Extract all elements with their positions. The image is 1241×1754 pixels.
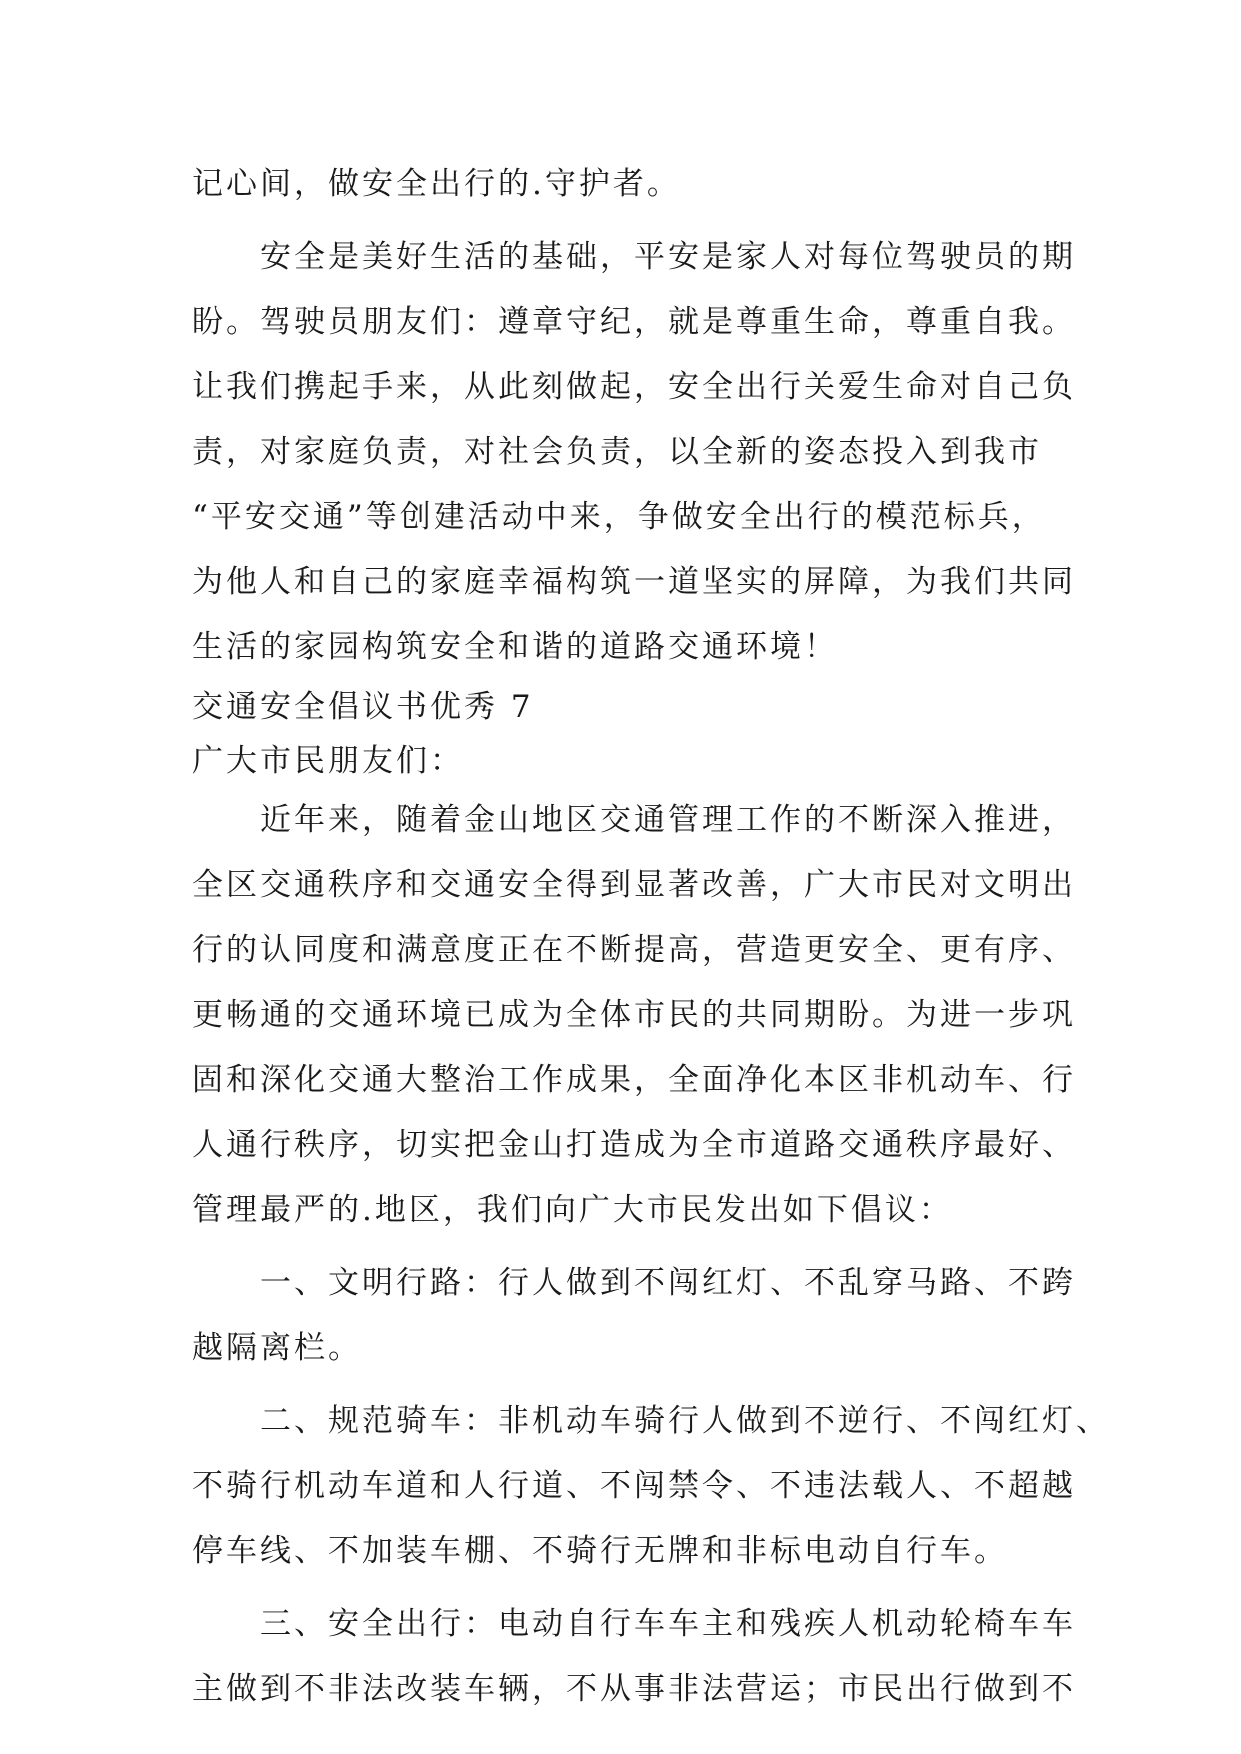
text-line: 主做到不非法改装车辆，不从事非法营运；市民出行做到不 [192,1671,1076,1707]
section-heading: 交通安全倡议书优秀 7 [192,689,534,725]
list-item-line: 一、文明行路：行人做到不闯红灯、不乱穿马路、不跨 [260,1265,1076,1301]
document-body [192,152,1110,1722]
text-line: 人通行秩序，切实把金山打造成为全市道路交通秩序最好、 [192,1127,1076,1163]
text-line: 盼。驾驶员朋友们：遵章守纪，就是尊重生命，尊重自我。 [192,304,1076,340]
salutation: 广大市民朋友们： [192,743,464,779]
list-item-line: 二、规范骑车：非机动车骑行人做到不逆行、不闯红灯、 [260,1403,1110,1439]
text-line: 更畅通的交通环境已成为全体市民的共同期盼。为进一步巩 [192,997,1076,1033]
list-item-line: 三、安全出行：电动自行车车主和残疾人机动轮椅车车 [260,1606,1076,1642]
text-line: 不骑行机动车道和人行道、不闯禁令、不违法载人、不超越 [192,1468,1076,1504]
text-line: 生活的家园构筑安全和谐的道路交通环境！ [192,629,838,665]
paragraph-start-line: 近年来，随着金山地区交通管理工作的不断深入推进， [260,802,1076,838]
text-line: 行的认同度和满意度正在不断提高，营造更安全、更有序、 [192,932,1076,968]
text-line: 停车线、不加装车棚、不骑行无牌和非标电动自行车。 [192,1533,1008,1569]
text-line: 为他人和自己的家庭幸福构筑一道坚实的屏障，为我们共同 [192,564,1076,600]
text-line: 全区交通秩序和交通安全得到显著改善，广大市民对文明出 [192,867,1076,903]
text-line: 责，对家庭负责，对社会负责，以全新的姿态投入到我市 [192,434,1042,470]
text-line: 让我们携起手来，从此刻做起，安全出行关爱生命对自己负 [192,369,1076,405]
text-line: 管理最严的.地区，我们向广大市民发出如下倡议： [192,1192,953,1228]
text-line: 固和深化交通大整治工作成果，全面净化本区非机动车、行 [192,1062,1076,1098]
text-line: 记心间，做安全出行的.守护者。 [192,166,681,202]
text-line: “平安交通”等创建活动中来，争做安全出行的模范标兵， [192,499,1046,535]
text-line: 越隔离栏。 [192,1330,362,1366]
paragraph-start-line: 安全是美好生活的基础，平安是家人对每位驾驶员的期 [260,239,1076,275]
